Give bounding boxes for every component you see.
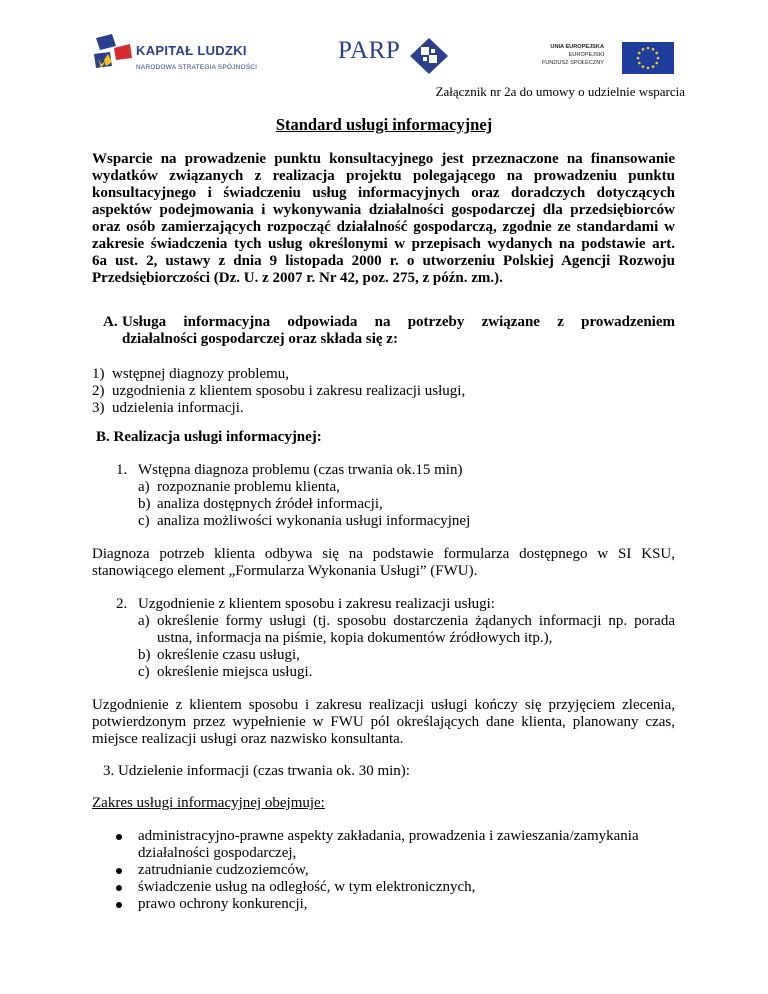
bullet-icon <box>116 868 122 874</box>
kapital-ludzki-title: KAPITAŁ LUDZKI <box>136 43 247 58</box>
intro-line: Przedsiębiorczości (Dz. U. z 2007 r. Nr 42, poz. 275, z późn. zm.). <box>92 270 503 286</box>
intro-line: aspektów podejmowania i wykonywania działalności gospodarczej dla przedsiębiorców <box>92 202 675 218</box>
scope-heading: Zakres usługi informacyjnej obejmuje: <box>92 795 325 811</box>
annex-note: Załącznik nr 2a do umowy o udzielnie wsparcia <box>435 84 685 99</box>
step-1-sub: analiza dostępnych źródeł informacji, <box>157 496 383 512</box>
section-a-item: udzielenia informacji. <box>112 400 244 416</box>
bullet-icon <box>116 885 122 891</box>
section-b-heading: B. Realizacja usługi informacyjnej: <box>96 429 322 445</box>
scope-item: administracyjno-prawne aspekty zakładania, prowadzenia i zawieszania/zamykania <box>138 828 639 844</box>
step-1-sub: analiza możliwości wykonania usługi informacyjnej <box>157 513 471 529</box>
step-2-sub <box>157 613 675 647</box>
eu-label-fund: FUNDUSZ SPOŁECZNY <box>541 60 604 66</box>
paragraph-line: potwierdzonym przez wypełnienie w FWU pól określających dane klienta, planowany czas, <box>92 714 675 730</box>
step-2-title: Uzgodnienie z klientem sposobu i zakresu realizacji usługi: <box>138 596 495 612</box>
scope-item: prawo ochrony konkurencji, <box>138 896 308 912</box>
step-1-title: Wstępna diagnoza problemu (czas trwania ok.15 min) <box>138 462 463 478</box>
step-2-sub-line: ustna, informacja na piśmie, kopia dokumentów źródłowych itp.), <box>157 630 553 646</box>
intro-line: Wsparcie na prowadzenie punktu konsultacyjnego jest przeznaczone na finansowanie <box>92 151 675 167</box>
step-2-sub: określenie czasu usługi, <box>157 647 300 663</box>
intro-line: oraz osób zamierzających rozpocząć działalność gospodarczą, zgodnie ze standardami w <box>92 219 675 235</box>
paragraph-line: Uzgodnienie z klientem sposobu i zakresu realizacji usługi kończy się przyjęciem zlecenia, <box>92 697 675 713</box>
step-2-sub: określenie miejsca usługi. <box>157 664 313 680</box>
step-2-sub-num: c) <box>138 664 150 680</box>
paragraph-line: miejsce realizacji usługi oraz nazwisko konsultanta. <box>92 731 404 747</box>
intro-line: 6a ust. 2, ustawy z dnia 9 listopada 2000 r. o utworzeniu Polskiej Agencji Rozwoju <box>92 253 675 269</box>
intro-line: konsultacyjnego i świadczeniu usług informacyjnych oraz doradczych dotyczących <box>92 185 675 201</box>
step-3-title: 3. Udzielenie informacji (czas trwania ok. 30 min): <box>103 763 410 779</box>
parp-logo <box>338 38 468 74</box>
step-1-sub-num: b) <box>138 496 151 512</box>
bullet-icon <box>116 834 122 840</box>
section-a-item: wstępnej diagnozy problemu, <box>112 366 290 382</box>
eu-label-union: UNIA EUROPEJSKA <box>550 44 604 50</box>
step-2-num: 2. <box>116 596 128 612</box>
eu-label-european: EUROPEJSKI <box>568 52 604 58</box>
paragraph-line: Diagnoza potrzeb klienta odbywa się na podstawie formularza dostępnego w SI KSU, <box>92 546 675 562</box>
section-a-line: działalności gospodarczej oraz składa się z: <box>122 331 398 347</box>
section-a-marker: A. <box>103 314 118 330</box>
eu-logo <box>541 40 674 74</box>
section-a-item-num: 3) <box>92 400 105 416</box>
step-1-sub-num: c) <box>138 513 150 529</box>
step-2-sub-line: określenie formy usługi (tj. sposobu dostarczenia żądanych informacji np. porada <box>157 613 675 629</box>
scope-item: zatrudnianie cudzoziemców, <box>138 862 309 878</box>
step-1-sub: rozpoznanie problemu klienta, <box>157 479 340 495</box>
parp-wordmark: PARP <box>338 37 401 64</box>
scope-item: świadczenie usług na odległość, w tym elektronicznych, <box>138 879 476 895</box>
scope-item-continuation: działalności gospodarczej, <box>138 845 297 861</box>
section-a-heading <box>122 314 675 331</box>
kapital-ludzki-subtitle: NARODOWA STRATEGIA SPÓJNOŚCI <box>136 64 258 71</box>
intro-line: zakresie świadczenia tych usług określonymi w przepisach wydanych na podstawie art. <box>92 236 675 252</box>
bullet-icon <box>116 902 122 908</box>
intro-paragraph <box>92 151 675 287</box>
section-a-item-num: 1) <box>92 366 105 382</box>
section-a-item-num: 2) <box>92 383 105 399</box>
diagnosis-paragraph <box>92 546 675 580</box>
paragraph-line: stanowiącego element „Formularza Wykonania Usługi” (FWU). <box>92 563 478 579</box>
page-title: Standard usługi informacyjnej <box>275 115 493 134</box>
section-a-line: Usługa informacyjna odpowiada na potrzeby związane z prowadzeniem <box>122 314 675 330</box>
intro-line: wydatków związanych z realizacja projektu polegającego na prowadzeniu punktu <box>92 168 675 184</box>
section-a-item: uzgodnienia z klientem sposobu i zakresu realizacji usługi, <box>112 383 466 399</box>
step-2-sub-num: b) <box>138 647 151 663</box>
parp-emblem-icon <box>410 38 448 74</box>
step-2-sub-num: a) <box>138 613 150 629</box>
kapital-ludzki-emblem-icon <box>92 32 136 76</box>
step-1-num: 1. <box>116 462 128 478</box>
step-1-sub-num: a) <box>138 479 150 495</box>
kapital-ludzki-logo <box>92 30 282 80</box>
eu-flag-icon <box>622 42 674 74</box>
agreement-paragraph <box>92 697 675 748</box>
